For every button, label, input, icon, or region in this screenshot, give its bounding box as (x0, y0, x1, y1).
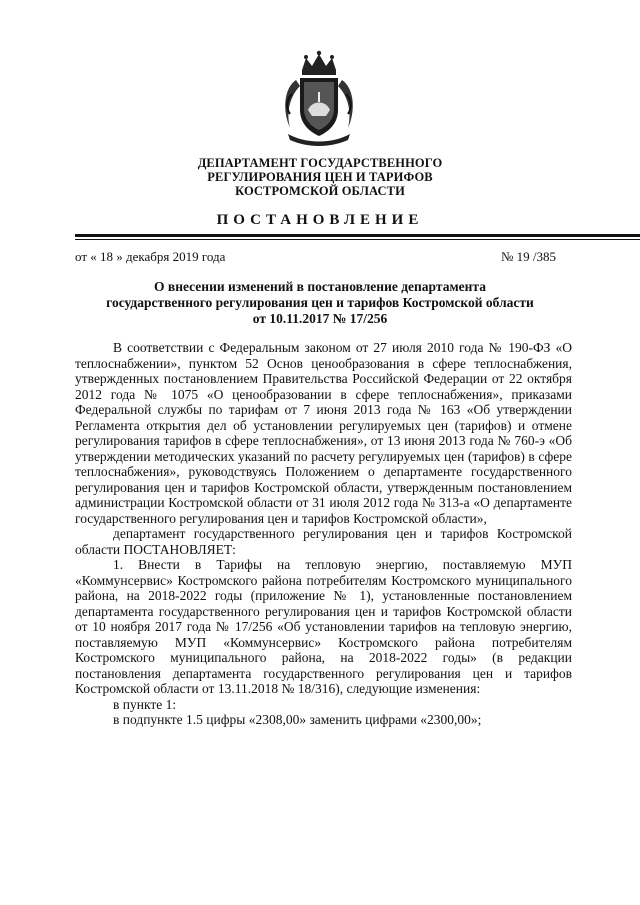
document-number: № 19 /385 (500, 249, 556, 264)
coat-of-arms-emblem (278, 50, 360, 146)
paragraph-subitem: в пункте 1: (113, 696, 177, 712)
title-line-3: от 10.11.2017 № 17/256 (252, 311, 388, 326)
organization-name (120, 156, 520, 198)
title-line-1: О внесении изменений в постановление департамента (154, 279, 486, 294)
document-body (75, 340, 572, 728)
header-rule-thick (75, 234, 640, 237)
org-line-3: КОСТРОМСКОЙ ОБЛАСТИ (235, 184, 405, 198)
title-line-2: государственного регулирования цен и тарифов Костромской области (106, 295, 534, 310)
org-line-1: ДЕПАРТАМЕНТ ГОСУДАРСТВЕННОГО (197, 156, 443, 170)
document-date: от « 18 » декабря 2019 года (75, 249, 226, 264)
document-title (70, 279, 570, 327)
header-rule-thin (75, 239, 640, 240)
paragraph-item-1: 1. Внести в Тарифы на тепловую энергию, поставляемую МУП «Коммунсервис» Костромского района потребителям Костромского муниципального района, на 2018-2022 годы (приложение № 1), установленные постановлением департамента государственного регулирования цен и тарифов Костромской области от 10 ноября 2017 года № 17/256 «Об установлении тарифов на тепловую энергию, поставляемую МУП «Коммунсервис» Костромского района потребителям Костромского муниципального района, на 2018-2022 годы» (в редакции постановления департамента государственного регулирования цен и тарифов Костромской области от 13.11.2018 № 18/316), следующие изменения: (75, 557, 572, 696)
document-type-heading: ПОСТАНОВЛЕНИЕ (216, 212, 424, 228)
org-line-2: РЕГУЛИРОВАНИЯ ЦЕН И ТАРИФОВ (207, 170, 433, 184)
paragraph-resolves: департамент государственного регулирования цен и тарифов Костромской области ПОСТАНОВЛЯЕТ: (75, 526, 572, 557)
paragraph-change: в подпункте 1.5 цифры «2308,00» заменить цифрами «2300,00»; (113, 712, 482, 727)
paragraph-preamble: В соответствии с Федеральным законом от 27 июля 2010 года № 190-ФЗ «О теплоснабжении», пунктом 52 Основ ценообразования в сфере теплоснабжения, утвержденных постановлением Правительства Российской Федерации от 22 октября 2012 года № 1075 «О ценообразовании в сфере теплоснабжения», приказами Федеральной службы по тарифам от 7 июня 2013 года № 163 «Об утверждении Регламента открытия дел об установлении регулируемых цен (тарифов) и отмене регулирования тарифов в сфере теплоснабжения», от 13 июня 2013 года № 760-э «Об утверждении методических указаний по расчету регулируемых цен (тарифов) в сфере теплоснабжения», руководствуясь Положением о департаменте государственного регулирования цен и тарифов Костромской области, утвержденным постановлением администрации Костромской области от 31 июля 2012 года № 313-а «О департаменте государственного регулирования цен и тарифов Костромской области», (75, 340, 572, 526)
